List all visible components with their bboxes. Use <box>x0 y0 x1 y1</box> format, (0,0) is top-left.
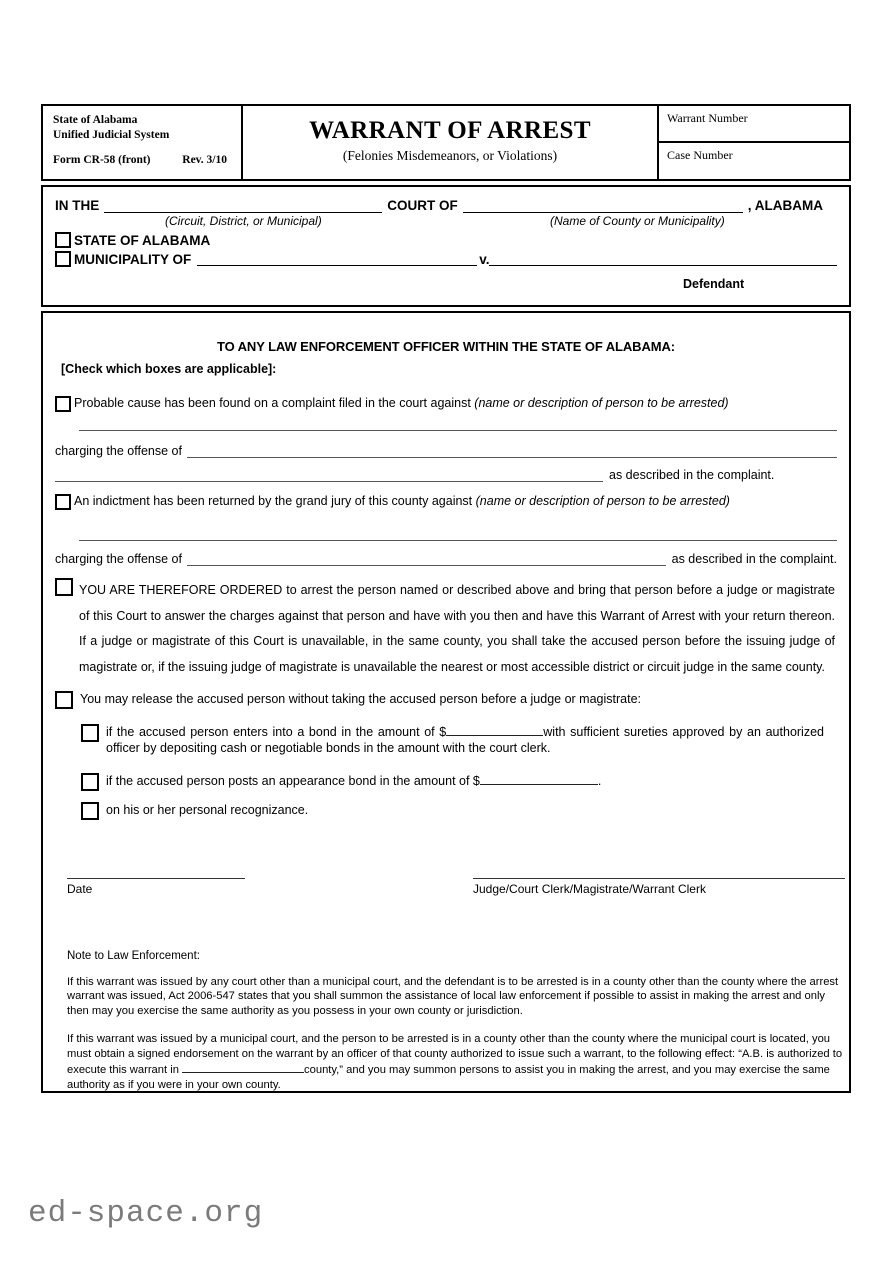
court-type-input[interactable] <box>104 199 382 213</box>
date-label: Date <box>67 881 93 896</box>
charging-offense-row-2 <box>55 468 837 482</box>
bond-option <box>81 724 837 757</box>
probable-cause-name-input[interactable] <box>79 430 837 431</box>
judicial-system-name: Unified Judicial System <box>53 129 170 142</box>
court-line <box>55 198 837 213</box>
check-boxes-note: [Check which boxes are applicable]: <box>61 362 277 376</box>
ordered-clause <box>55 578 837 681</box>
checkbox-release[interactable] <box>55 691 73 709</box>
county-endorsement-input[interactable] <box>182 1061 304 1073</box>
note-paragraph-1: If this warrant was issued by any court other than a municipal court, and the defendant is to be arrested is in a county other than the county where the arrest warrant was issued, Act 2006-547 states that you shall summon the assistance of local law enforcement if possible to assist in making the arrest and only then may you exercise the same authority as you possess in your own county or jurisdiction. <box>67 975 839 1018</box>
state-name: State of Alabama <box>53 114 138 126</box>
municipality-party-row <box>55 251 837 267</box>
signature-label: Judge/Court Clerk/Magistrate/Warrant Clerk <box>473 881 706 896</box>
indictment-hint: (name or description of person to be arrested) <box>475 494 730 508</box>
case-number-label: Case Number <box>667 147 733 162</box>
indictment-text: An indictment has been returned by the grand jury of this county against (name or description of person to be arrested) <box>74 494 730 508</box>
defendant-label: Defendant <box>683 277 745 291</box>
county-name-hint: (Name of County or Municipality) <box>550 214 725 228</box>
state-of-alabama-label: STATE OF ALABAMA <box>74 232 211 248</box>
note-heading: Note to Law Enforcement: <box>67 949 200 962</box>
page-title: WARRANT OF ARREST <box>309 117 591 144</box>
checkbox-recognizance[interactable] <box>81 802 99 820</box>
checkbox-probable-cause[interactable] <box>55 396 71 412</box>
case-number-field[interactable] <box>659 143 849 180</box>
offense-input-2[interactable] <box>187 553 666 566</box>
to-officer-heading: TO ANY LAW ENFORCEMENT OFFICER WITHIN THE STATE OF ALABAMA: <box>217 339 675 354</box>
checkbox-indictment[interactable] <box>55 494 71 510</box>
charging-offense-label-2: charging the offense of <box>55 552 182 566</box>
offense-input-1a[interactable] <box>187 445 837 458</box>
as-described-label-2: as described in the complaint. <box>671 552 837 566</box>
date-input[interactable] <box>67 878 245 879</box>
release-clause <box>55 691 837 709</box>
warrant-body <box>41 311 851 1093</box>
defendant-input[interactable] <box>489 252 837 266</box>
indictment-name-input[interactable] <box>79 540 837 541</box>
probable-cause-clause <box>55 396 837 412</box>
indictment-clause <box>55 494 837 510</box>
probable-cause-hint: (name or description of person to be arrested) <box>474 396 729 410</box>
form-meta <box>53 153 235 168</box>
county-name-input[interactable] <box>463 199 743 213</box>
form-number: Form CR-58 (front) <box>53 153 151 166</box>
warrant-number-label: Warrant Number <box>667 111 748 125</box>
versus-label: v. <box>479 251 490 267</box>
court-line-hints <box>55 213 837 230</box>
site-watermark: ed-space.org <box>28 1196 264 1231</box>
recognizance-text: on his or her personal recognizance. <box>106 802 309 817</box>
state-party-row <box>55 232 837 248</box>
in-the-label: IN THE <box>55 198 100 213</box>
charging-offense-label-1: charging the offense of <box>55 444 182 458</box>
appearance-amount-input[interactable] <box>480 773 598 785</box>
charging-offense-row-1 <box>55 444 837 458</box>
release-text: You may release the accused person without taking the accused person before a judge or magistrate: <box>80 691 641 706</box>
court-of-label: COURT OF <box>387 198 458 213</box>
ordered-text: YOU ARE THEREFORE ORDERED to arrest the person named or described above and bring that person before a judge or magistrate of this Court to answer the charges against that person and have with you then and have this Warrant of Arrest with your return thereon. If a judge or magistrate of this Court is unavailable, in the same county, you shall take the accused person before the issuing judge of magistrate or, if the issuing judge of magistrate is unavailable the nearest or most accessible district or circuit judge in the same county. <box>79 583 836 674</box>
page-subtitle: (Felonies Misdemeanors, or Violations) <box>342 148 558 164</box>
agency-cell <box>43 106 243 179</box>
signature-area <box>55 868 837 908</box>
form-revision: Rev. 3/10 <box>182 153 227 166</box>
alabama-label: , ALABAMA <box>747 198 824 213</box>
title-cell <box>243 106 659 179</box>
numbers-cell <box>659 106 849 179</box>
checkbox-appearance-bond[interactable] <box>81 773 99 791</box>
appearance-bond-option <box>81 773 837 791</box>
recognizance-option <box>81 802 837 820</box>
checkbox-bond[interactable] <box>81 724 99 742</box>
bond-text: if the accused person enters into a bond in the amount of $ with sufficient sureties approved by an authorized officer by depositing cash or negotiable bonds in the amount with the court clerk. <box>106 724 824 755</box>
charging-offense-row-3 <box>55 552 837 566</box>
as-described-label-1: as described in the complaint. <box>609 468 775 482</box>
signature-input[interactable] <box>473 878 845 879</box>
bond-amount-input[interactable] <box>446 724 543 736</box>
checkbox-municipality-of[interactable] <box>55 251 71 267</box>
municipality-of-label: MUNICIPALITY OF <box>74 251 192 267</box>
checkbox-state-of-alabama[interactable] <box>55 232 71 248</box>
case-caption <box>41 185 851 307</box>
municipality-input[interactable] <box>197 252 477 266</box>
warrant-number-field[interactable] <box>659 106 849 143</box>
probable-cause-text: Probable cause has been found on a complaint filed in the court against (name or description of person to be arrested) <box>74 396 729 410</box>
offense-input-1b[interactable] <box>55 469 603 482</box>
form-header <box>41 104 851 181</box>
court-type-hint: (Circuit, District, or Municipal) <box>165 214 322 228</box>
note-paragraph-2: If this warrant was issued by a municipal court, and the person to be arrested is in a county other than the county where the municipal court is located, you must obtain a signed endorsement on the warrant by an officer of that county authorized to issue such a warrant, to the following effect: “A.B. is authorized to execute this warrant in county,” and you may summon persons to assist you in making the arrest, and you may exercise the same authority as if you were in your own county. <box>67 1032 843 1092</box>
checkbox-ordered[interactable] <box>55 578 73 596</box>
appearance-bond-text: if the accused person posts an appearance bond in the amount of $ . <box>106 773 602 788</box>
